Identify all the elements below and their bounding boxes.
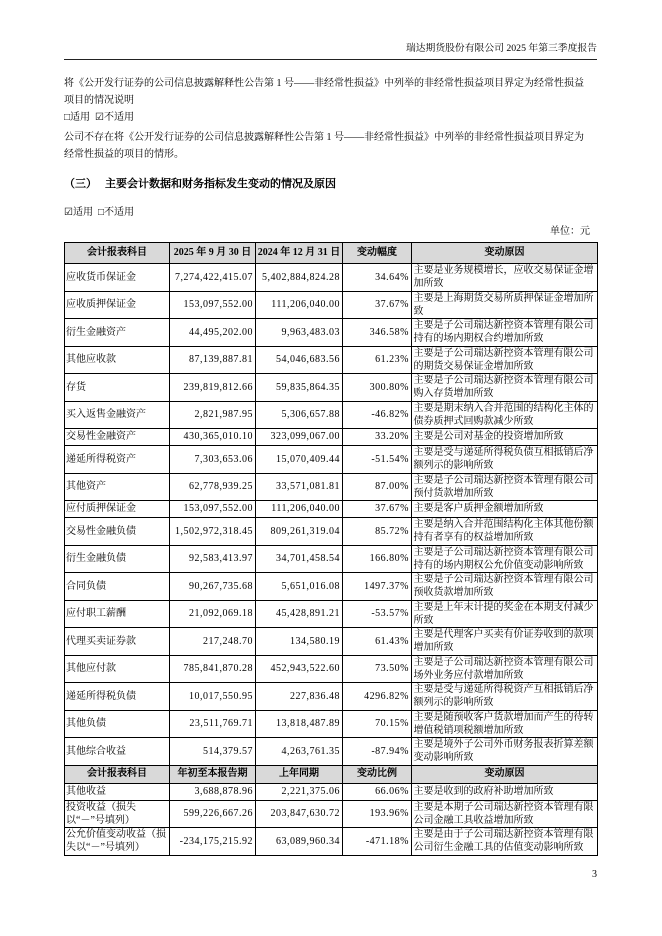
change-percentage: 70.15%: [343, 710, 412, 738]
line-item-name: 合同负债: [65, 573, 170, 601]
table-row: [65, 501, 598, 518]
change-percentage: 87.00%: [343, 473, 412, 501]
change-percentage: 346.58%: [343, 319, 412, 347]
comparative-period-value: 63,089,960.34: [256, 828, 343, 856]
comparative-period-value: 45,428,891.21: [256, 600, 343, 628]
change-percentage: 34.64%: [343, 264, 412, 292]
current-period-value: 239,819,812.66: [170, 374, 256, 402]
change-percentage: 61.23%: [343, 346, 412, 374]
table-row: [65, 473, 598, 501]
comparative-period-value: 15,070,409.44: [256, 446, 343, 474]
income-table-header: [65, 765, 598, 783]
column-header-current: 2025 年 9 月 30 日: [170, 243, 256, 264]
line-item-name: 其他收益: [65, 783, 170, 800]
table-row: [65, 800, 598, 828]
change-percentage: 33.20%: [343, 429, 412, 446]
change-reason: 主要是随预收客户货款增加而产生的待转增值税销项税额增加所致: [412, 710, 598, 738]
line-item-name: 应收质押保证金: [65, 291, 170, 319]
page-number: 3: [592, 869, 597, 880]
table-row: [65, 264, 598, 292]
column-header-change: 变动比例: [343, 765, 412, 783]
line-item-name: 投资收益（损失以“－”号填列）: [65, 800, 170, 828]
line-item-name: 其他资产: [65, 473, 170, 501]
changes-applicability: [64, 205, 134, 221]
table-row: [65, 374, 598, 402]
current-period-value: 90,267,735.68: [170, 573, 256, 601]
currency-unit: 单位：元: [550, 226, 590, 237]
column-header-reason: 变动原因: [412, 765, 598, 783]
nonrecurring-reclass-description: 将《公开发行证券的公司信息披露解释性公告第 1 号——非经常性损益》中列举的非经常性损益项目界定为经常性损益项目的情况说明: [64, 78, 584, 106]
change-percentage: -51.54%: [343, 446, 412, 474]
line-item-name: 交易性金融负债: [65, 518, 170, 546]
line-item-name: 其他综合收益: [65, 738, 170, 766]
not-applicable-option: ☑不适用: [95, 112, 135, 123]
comparative-period-value: 13,818,487.89: [256, 710, 343, 738]
table-row: [65, 710, 598, 738]
line-item-name: 存货: [65, 374, 170, 402]
change-reason: 主要是子公司瑞达新控资本管理有限公司场外业务应付款增加所致: [412, 655, 598, 683]
current-period-value: 153,097,552.00: [170, 501, 256, 518]
table-row: [65, 446, 598, 474]
line-item-name: 代理买卖证券款: [65, 628, 170, 656]
table-row: [65, 319, 598, 347]
change-reason: 主要是境外子公司外币财务报表折算差额变动影响所致: [412, 738, 598, 766]
line-item-name: 递延所得税负债: [65, 683, 170, 711]
table-row: [65, 628, 598, 656]
change-reason: 主要是子公司瑞达新控资本管理有限公司持有的场内期权公允价值变动影响所致: [412, 545, 598, 573]
table-row: [65, 401, 598, 429]
current-period-value: 430,365,010.10: [170, 429, 256, 446]
line-item-name: 买入返售金融资产: [65, 401, 170, 429]
current-period-value: 62,778,939.25: [170, 473, 256, 501]
applicable-option: □适用: [64, 112, 91, 123]
table-row: [65, 783, 598, 800]
change-percentage: 73.50%: [343, 655, 412, 683]
change-percentage: 1497.37%: [343, 573, 412, 601]
table-row: [65, 738, 598, 766]
comparative-period-value: 452,943,522.60: [256, 655, 343, 683]
change-reason: 主要是纳入合并范围结构化主体其他份额持有者享有的权益增加所致: [412, 518, 598, 546]
change-percentage: -53.57%: [343, 600, 412, 628]
column-header-reason: 变动原因: [412, 243, 598, 264]
change-reason: 主要是子公司瑞达新控资本管理有限公司预付货款增加所致: [412, 473, 598, 501]
current-period-value: 23,511,769.71: [170, 710, 256, 738]
current-period-value: 785,841,870.28: [170, 655, 256, 683]
nonrecurring-reclass-statement: 公司不存在将《公开发行证券的公司信息披露解释性公告第 1 号——非经常性损益》中列举的非经常性损益项目界定为经常性损益的项目的情形。: [64, 131, 584, 160]
change-reason: 主要是子公司瑞达新控资本管理有限公司的期货交易保证金增加所致: [412, 346, 598, 374]
balance-sheet-rows: [65, 264, 598, 766]
line-item-name: 公允价值变动收益（损失以“－”号填列）: [65, 828, 170, 856]
column-header-item: 会计报表科目: [65, 243, 170, 264]
change-percentage: 4296.82%: [343, 683, 412, 711]
line-item-name: 交易性金融资产: [65, 429, 170, 446]
table-row: [65, 573, 598, 601]
change-percentage: 37.67%: [343, 501, 412, 518]
comparative-period-value: 54,046,683.56: [256, 346, 343, 374]
line-item-name: 其他负债: [65, 710, 170, 738]
change-percentage: -471.18%: [343, 828, 412, 856]
current-period-value: 7,274,422,415.07: [170, 264, 256, 292]
table-row: [65, 683, 598, 711]
comparative-period-value: 809,261,319.04: [256, 518, 343, 546]
comparative-period-value: 5,402,884,824.28: [256, 264, 343, 292]
table-row: [65, 600, 598, 628]
current-period-value: -234,175,215.92: [170, 828, 256, 856]
line-item-name: 其他应付款: [65, 655, 170, 683]
section-heading: [64, 176, 336, 192]
change-reason: 主要是期末纳入合并范围的结构化主体的债券质押式回购款减少所致: [412, 401, 598, 429]
current-period-value: 87,139,887.81: [170, 346, 256, 374]
current-period-value: 44,495,202.00: [170, 319, 256, 347]
column-header-item: 会计报表科目: [65, 765, 170, 783]
running-header-title: 瑞达期货股份有限公司 2025 年第三季度报告: [405, 43, 597, 54]
line-item-name: 应付质押保证金: [65, 501, 170, 518]
comparative-period-value: 203,847,630.72: [256, 800, 343, 828]
table-row: [65, 655, 598, 683]
current-period-value: 21,092,069.18: [170, 600, 256, 628]
change-reason: 主要是客户质押金额增加所致: [412, 501, 598, 518]
change-reason: 主要是上海期货交易所质押保证金增加所致: [412, 291, 598, 319]
comparative-period-value: 33,571,081.81: [256, 473, 343, 501]
comparative-period-value: 34,701,458.54: [256, 545, 343, 573]
change-reason: 主要是业务规模增长，应收交易保证金增加所致: [412, 264, 598, 292]
change-percentage: 66.06%: [343, 783, 412, 800]
comparative-period-value: 9,963,483.03: [256, 319, 343, 347]
change-reason: 主要是上年末计提的奖金在本期支付减少所致: [412, 600, 598, 628]
table-row: [65, 545, 598, 573]
current-period-value: 1,502,972,318.45: [170, 518, 256, 546]
change-percentage: -87.94%: [343, 738, 412, 766]
comparative-period-value: 323,099,067.00: [256, 429, 343, 446]
change-percentage: 300.80%: [343, 374, 412, 402]
change-percentage: 61.43%: [343, 628, 412, 656]
change-reason: 主要是子公司瑞达新控资本管理有限公司持有的场内期权合约增加所致: [412, 319, 598, 347]
current-period-value: 92,583,413.97: [170, 545, 256, 573]
comparative-period-value: 227,836.48: [256, 683, 343, 711]
change-percentage: 37.67%: [343, 291, 412, 319]
nonrecurring-applicability: [64, 110, 134, 126]
balance-table-header-row: [65, 243, 598, 264]
table-row: [65, 291, 598, 319]
column-header-prior: 上年同期: [256, 765, 343, 783]
section-number: （三）: [64, 178, 97, 190]
comparative-period-value: 5,651,016.08: [256, 573, 343, 601]
section-title: 主要会计数据和财务指标发生变动的情况及原因: [105, 178, 336, 190]
change-reason: 主要是收到的政府补助增加所致: [412, 783, 598, 800]
column-header-prior: 2024 年 12 月 31 日: [256, 243, 343, 264]
change-percentage: 166.80%: [343, 545, 412, 573]
change-percentage: -46.82%: [343, 401, 412, 429]
line-item-name: 递延所得税资产: [65, 446, 170, 474]
line-item-name: 应付职工薪酬: [65, 600, 170, 628]
income-table-header-row: [65, 765, 598, 783]
current-period-value: 514,379.57: [170, 738, 256, 766]
comparative-period-value: 59,835,864.35: [256, 374, 343, 402]
current-period-value: 7,303,653.06: [170, 446, 256, 474]
current-period-value: 2,821,987.95: [170, 401, 256, 429]
change-reason: 主要是代理客户买卖有价证券收到的款项增加所致: [412, 628, 598, 656]
change-reason: 主要是受与递延所得税负债互相抵销后净额列示的影响所致: [412, 446, 598, 474]
change-reason: 主要是子公司瑞达新控资本管理有限公司预收货款增加所致: [412, 573, 598, 601]
comparative-period-value: 4,263,761.35: [256, 738, 343, 766]
comparative-period-value: 2,221,375.06: [256, 783, 343, 800]
table-row: [65, 346, 598, 374]
current-period-value: 599,226,667.26: [170, 800, 256, 828]
line-item-name: 衍生金融负债: [65, 545, 170, 573]
column-header-current: 年初至本报告期: [170, 765, 256, 783]
table-row: [65, 828, 598, 856]
applicable-option: ☑适用: [64, 207, 93, 218]
comparative-period-value: 5,306,657.88: [256, 401, 343, 429]
table-row: [65, 518, 598, 546]
current-period-value: 217,248.70: [170, 628, 256, 656]
column-header-change: 变动幅度: [343, 243, 412, 264]
change-reason: 主要是公司对基金的投资增加所致: [412, 429, 598, 446]
comparative-period-value: 134,580.19: [256, 628, 343, 656]
change-reason: 主要是由于子公司瑞达新控资本管理有限公司衍生金融工具的估值变动影响所致: [412, 828, 598, 856]
line-item-name: 其他应收款: [65, 346, 170, 374]
change-percentage: 85.72%: [343, 518, 412, 546]
financial-changes-table: [64, 242, 598, 856]
comparative-period-value: 111,206,040.00: [256, 291, 343, 319]
change-reason: 主要是本期子公司瑞达新控资本管理有限公司金融工具收益增加所致: [412, 800, 598, 828]
income-statement-rows: [65, 783, 598, 855]
current-period-value: 10,017,550.95: [170, 683, 256, 711]
table-row: [65, 429, 598, 446]
change-reason: 主要是子公司瑞达新控资本管理有限公司购入存货增加所致: [412, 374, 598, 402]
comparative-period-value: 111,206,040.00: [256, 501, 343, 518]
line-item-name: 衍生金融资产: [65, 319, 170, 347]
change-percentage: 193.96%: [343, 800, 412, 828]
header-divider: [64, 59, 597, 60]
line-item-name: 应收货币保证金: [65, 264, 170, 292]
not-applicable-option: □不适用: [97, 207, 135, 218]
current-period-value: 3,688,878.96: [170, 783, 256, 800]
current-period-value: 153,097,552.00: [170, 291, 256, 319]
change-reason: 主要是受与递延所得税资产互相抵销后净额列示的影响所致: [412, 683, 598, 711]
